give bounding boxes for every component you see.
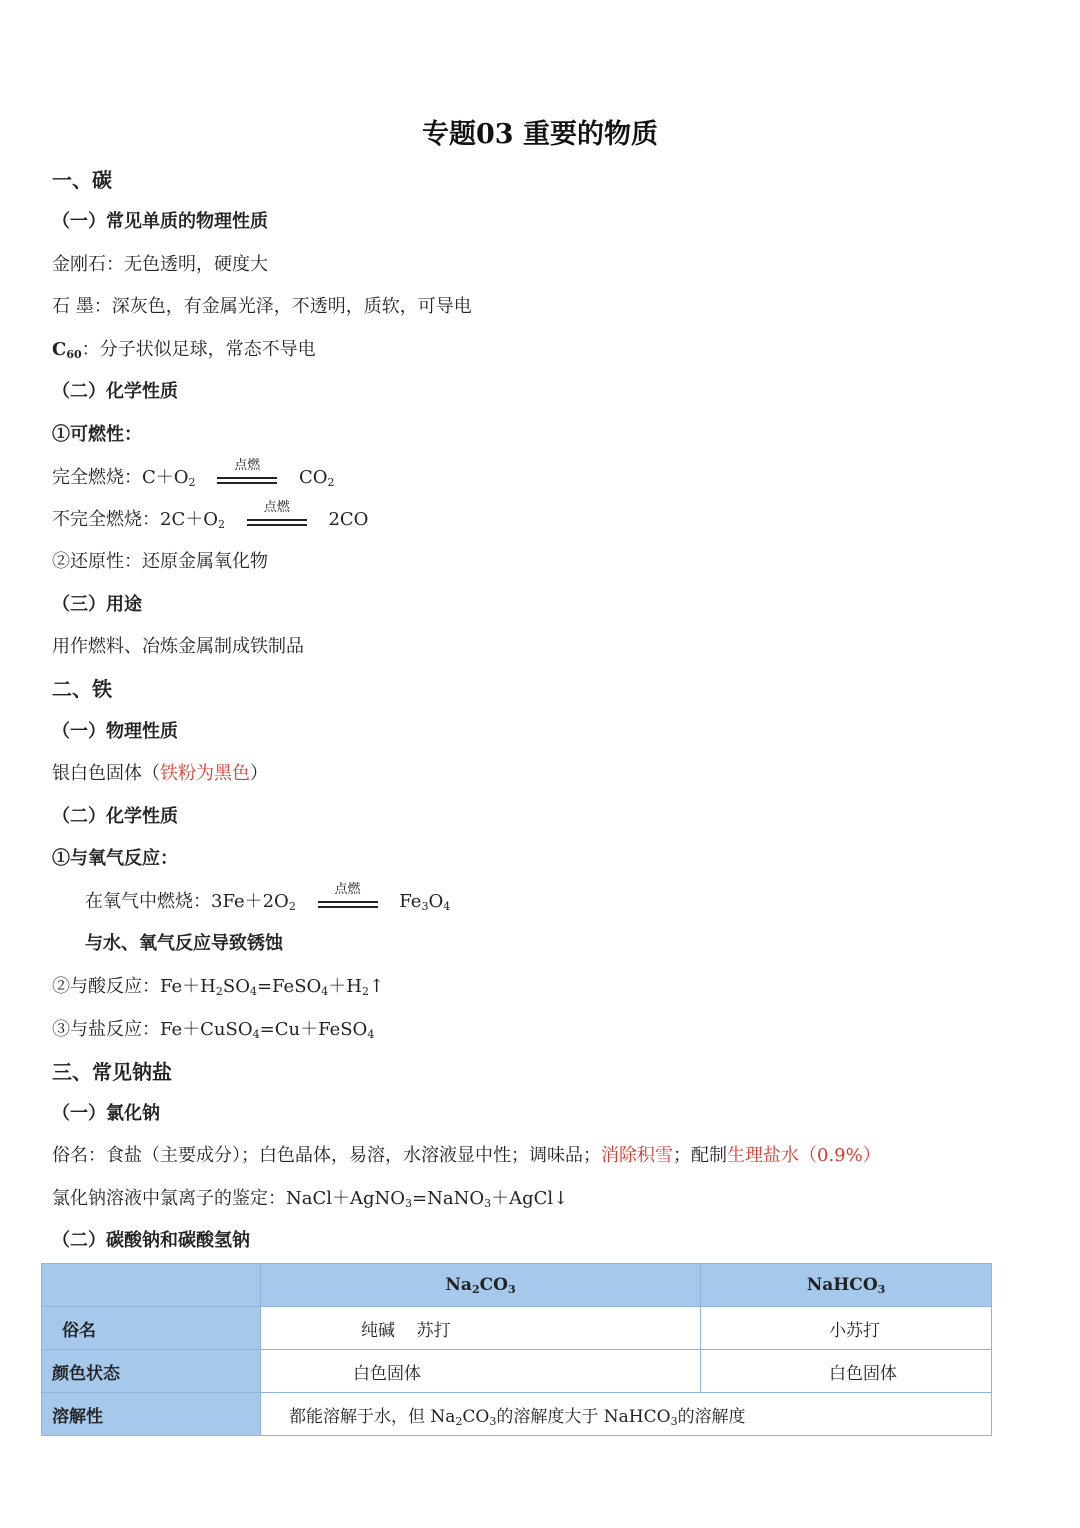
iron-chemical-heading: （二）化学性质 bbox=[52, 806, 178, 827]
subscript: 2 bbox=[361, 985, 369, 998]
incomplete-combustion-equation bbox=[52, 500, 369, 532]
nacl-text: 俗名：食盐（主要成分）；白色晶体，易溶，水溶液显中性；调味品； bbox=[52, 1145, 601, 1166]
eq-text: ②与酸反应：Fe＋H bbox=[52, 976, 216, 997]
reaction-arrow bbox=[245, 500, 309, 532]
table-corner bbox=[42, 1264, 261, 1307]
iron-color-text: 银白色固体（ bbox=[52, 763, 160, 784]
cell-solubility: 都能溶解于水，但 $Na_2CO_3$的溶解度大于 NaHCO$_3$的溶解度 bbox=[261, 1393, 992, 1436]
subscript: 2 bbox=[188, 476, 196, 489]
eq-text: ↑ bbox=[368, 976, 385, 997]
c60-subscript: 60 bbox=[66, 348, 82, 361]
page-title: 专题03 重要的物质 bbox=[422, 119, 658, 150]
iron-burn-reactants: 在氧气中燃烧：3Fe＋2O bbox=[85, 891, 289, 912]
iron-powder-note: 铁粉为黑色 bbox=[160, 763, 250, 784]
reducibility-line: ②还原性：还原金属氧化物 bbox=[52, 551, 268, 572]
chloride-identification bbox=[52, 1187, 568, 1211]
eq-text: ③与盐反应：Fe＋CuSO bbox=[52, 1019, 253, 1040]
cell-na2co3-name: 纯碱 苏打 bbox=[261, 1307, 701, 1350]
diamond-line: 金刚石：无色透明，硬度大 bbox=[52, 254, 268, 275]
subscript: 4 bbox=[321, 985, 329, 998]
c60-symbol: C bbox=[52, 339, 67, 360]
iron-burning-equation bbox=[85, 882, 451, 914]
carbonate-heading: （二）碳酸钠和碳酸氢钠 bbox=[52, 1230, 250, 1251]
paren-close: ） bbox=[250, 763, 268, 784]
cell-nahco3-state: 白色固体 bbox=[701, 1350, 992, 1393]
flammability-heading: ①可燃性： bbox=[52, 424, 142, 445]
cell-nahco3-name: 小苏打 bbox=[701, 1307, 992, 1350]
eq-text: ＋H bbox=[328, 976, 362, 997]
section-carbon-heading: 一、碳 bbox=[52, 168, 112, 192]
carbon-chemical-heading: （二）化学性质 bbox=[52, 381, 178, 402]
iron-physical-heading: （一）物理性质 bbox=[52, 721, 178, 742]
table-header-row bbox=[42, 1264, 992, 1307]
eq-text: ＋AgCl↓ bbox=[491, 1188, 569, 1209]
nacl-description bbox=[52, 1144, 881, 1168]
subscript: 4 bbox=[443, 900, 451, 913]
nacl-highlight-saline: 生理盐水（0.9%） bbox=[727, 1145, 881, 1166]
row-label-color-state: 颜色状态 bbox=[42, 1350, 261, 1393]
table-row bbox=[42, 1350, 992, 1393]
subscript: 2 bbox=[215, 985, 223, 998]
rust-line: 与水、氧气反应导致锈蚀 bbox=[85, 933, 283, 954]
iron-physical-line bbox=[52, 762, 268, 786]
product: O bbox=[428, 891, 444, 912]
nacl-heading: （一）氯化钠 bbox=[52, 1103, 160, 1124]
header-na2co3: $Na_2CO_3$ bbox=[261, 1264, 701, 1307]
row-label-solubility: 溶解性 bbox=[42, 1393, 261, 1436]
subscript: 3 bbox=[484, 1197, 492, 1210]
iron-salt-equation bbox=[52, 1018, 374, 1042]
c60-line bbox=[52, 338, 316, 362]
carbon-uses-heading: （三）用途 bbox=[52, 594, 142, 615]
graphite-line: 石 墨：深灰色，有金属光泽，不透明，质软，可导电 bbox=[52, 296, 472, 317]
nacl-highlight-snow: 消除积雪 bbox=[601, 1145, 673, 1166]
subscript: 4 bbox=[367, 1028, 375, 1041]
iron-acid-equation bbox=[52, 975, 384, 999]
section-sodium-heading: 三、常见钠盐 bbox=[52, 1060, 172, 1084]
carbon-uses-line: 用作燃料、冶炼金属制成铁制品 bbox=[52, 636, 304, 657]
incomplete-product: 2CO bbox=[328, 509, 369, 530]
reaction-arrow bbox=[316, 882, 380, 914]
subscript: 3 bbox=[405, 1197, 413, 1210]
c60-text: ：分子状似足球，常态不导电 bbox=[81, 339, 316, 360]
section-iron-heading: 二、铁 bbox=[52, 677, 112, 701]
subscript: 3 bbox=[421, 900, 429, 913]
product: Fe bbox=[399, 891, 422, 912]
complete-combustion-equation bbox=[52, 458, 335, 490]
cell-na2co3-state: 白色固体 bbox=[261, 1350, 701, 1393]
table-row bbox=[42, 1307, 992, 1350]
carbonate-comparison-table bbox=[41, 1263, 992, 1436]
reaction-condition: 点燃 bbox=[234, 458, 261, 473]
table-row bbox=[42, 1393, 992, 1436]
subscript: 2 bbox=[288, 900, 296, 913]
subscript: 2 bbox=[217, 518, 225, 531]
nacl-text: ；配制 bbox=[673, 1145, 727, 1166]
complete-product: CO bbox=[299, 467, 328, 488]
header-nahco3: NaHCO$_3$ bbox=[701, 1264, 992, 1307]
subscript: 4 bbox=[249, 985, 257, 998]
subscript: 4 bbox=[252, 1028, 260, 1041]
subscript: 2 bbox=[327, 476, 335, 489]
eq-text: =NaNO bbox=[412, 1188, 485, 1209]
iron-oxygen-heading: ①与氧气反应： bbox=[52, 848, 178, 869]
reaction-condition: 点燃 bbox=[263, 500, 290, 515]
eq-text: 氯化钠溶液中氯离子的鉴定：NaCl＋AgNO bbox=[52, 1188, 406, 1209]
eq-text: SO bbox=[222, 976, 250, 997]
reaction-condition: 点燃 bbox=[334, 882, 361, 897]
carbon-physical-heading: （一）常见单质的物理性质 bbox=[52, 211, 268, 232]
eq-text: =Cu＋FeSO bbox=[259, 1019, 368, 1040]
incomplete-reactants: 不完全燃烧：2C＋O bbox=[52, 509, 218, 530]
row-label-common-name: 俗名 bbox=[42, 1307, 261, 1350]
reaction-arrow bbox=[215, 458, 279, 490]
complete-reactants: 完全燃烧：C＋O bbox=[52, 467, 189, 488]
eq-text: =FeSO bbox=[256, 976, 322, 997]
